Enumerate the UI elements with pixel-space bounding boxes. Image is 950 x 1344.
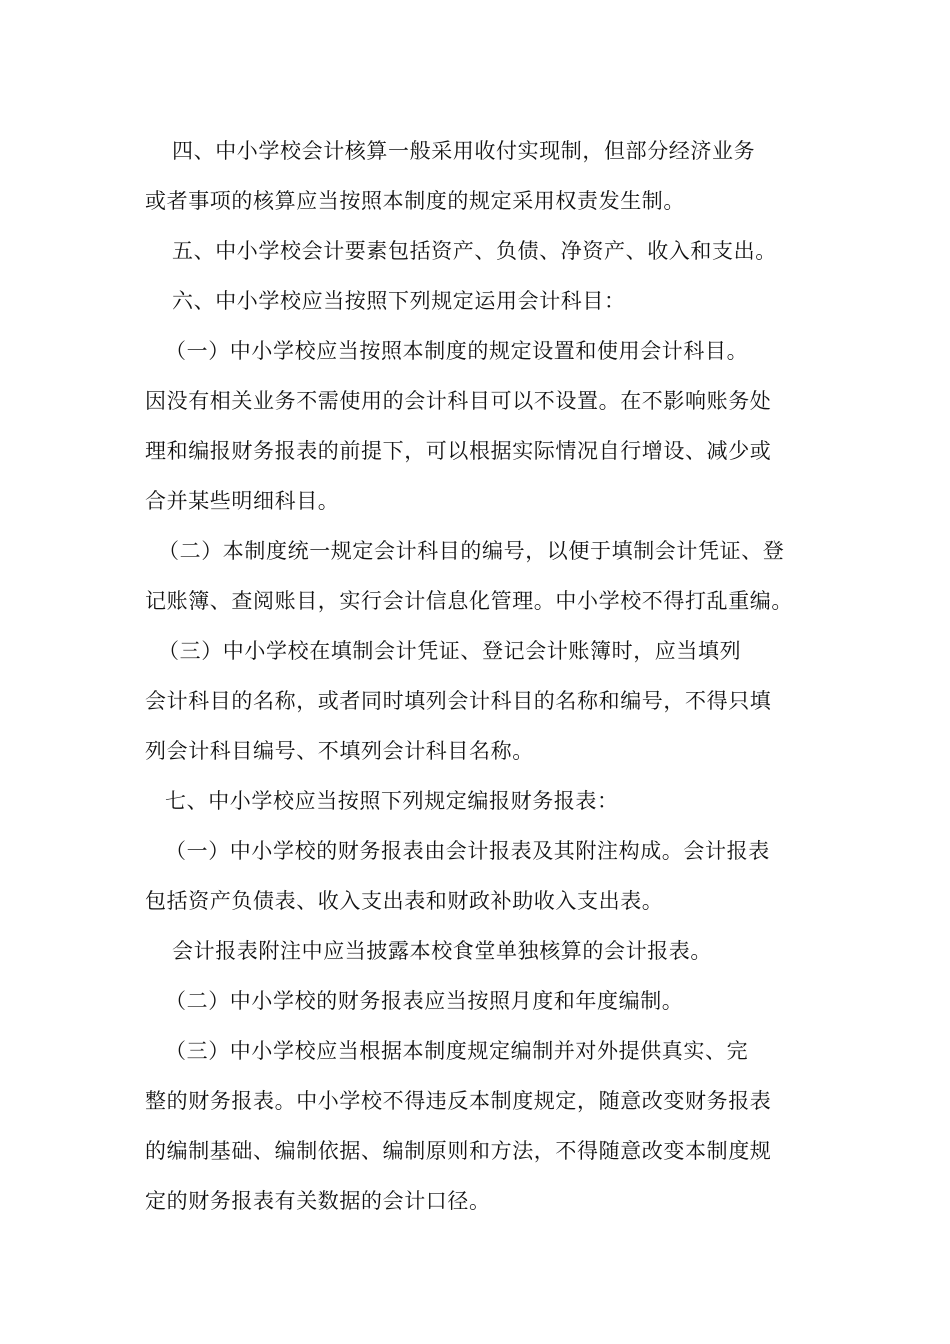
text-line: 包括资产负债表、收入支出表和财政补助收入支出表。 bbox=[145, 889, 664, 913]
text-line: 列会计科目编号、不填列会计科目名称。 bbox=[145, 739, 534, 763]
text-line: （二）中小学校的财务报表应当按照月度和年度编制。 bbox=[165, 989, 684, 1013]
text-line: 四、中小学校会计核算一般采用收付实现制，但部分经济业务 bbox=[172, 139, 756, 163]
text-line: 定的财务报表有关数据的会计口径。 bbox=[145, 1189, 491, 1213]
text-line: 记账簿、查阅账目，实行会计信息化管理。中小学校不得打乱重编。 bbox=[145, 589, 793, 613]
text-line: （二）本制度统一规定会计科目的编号，以便于填制会计凭证、登 bbox=[158, 539, 785, 563]
text-line: 因没有相关业务不需使用的会计科目可以不设置。在不影响账务处 bbox=[145, 389, 772, 413]
text-line: 五、中小学校会计要素包括资产、负债、净资产、收入和支出。 bbox=[172, 239, 777, 263]
text-line: （三）中小学校应当根据本制度规定编制并对外提供真实、完 bbox=[165, 1039, 749, 1063]
text-line: 七、中小学校应当按照下列规定编报财务报表： bbox=[165, 789, 619, 813]
text-line: （一）中小学校应当按照本制度的规定设置和使用会计科目。 bbox=[165, 339, 749, 363]
text-line: 理和编报财务报表的前提下，可以根据实际情况自行增设、减少或 bbox=[145, 439, 772, 463]
text-line: 整的财务报表。中小学校不得违反本制度规定，随意改变财务报表 bbox=[145, 1089, 772, 1113]
text-line: 会计科目的名称，或者同时填列会计科目的名称和编号，不得只填 bbox=[145, 689, 772, 713]
text-line: 的编制基础、编制依据、编制原则和方法，不得随意改变本制度规 bbox=[145, 1139, 772, 1163]
text-line: 会计报表附注中应当披露本校食堂单独核算的会计报表。 bbox=[172, 939, 712, 963]
text-line: 合并某些明细科目。 bbox=[145, 489, 340, 513]
text-line: （一）中小学校的财务报表由会计报表及其附注构成。会计报表 bbox=[165, 839, 770, 863]
text-line: 或者事项的核算应当按照本制度的规定采用权责发生制。 bbox=[145, 189, 685, 213]
text-line: 六、中小学校应当按照下列规定运用会计科目： bbox=[172, 289, 626, 313]
text-line: （三）中小学校在填制会计凭证、登记会计账簿时，应当填列 bbox=[158, 639, 742, 663]
